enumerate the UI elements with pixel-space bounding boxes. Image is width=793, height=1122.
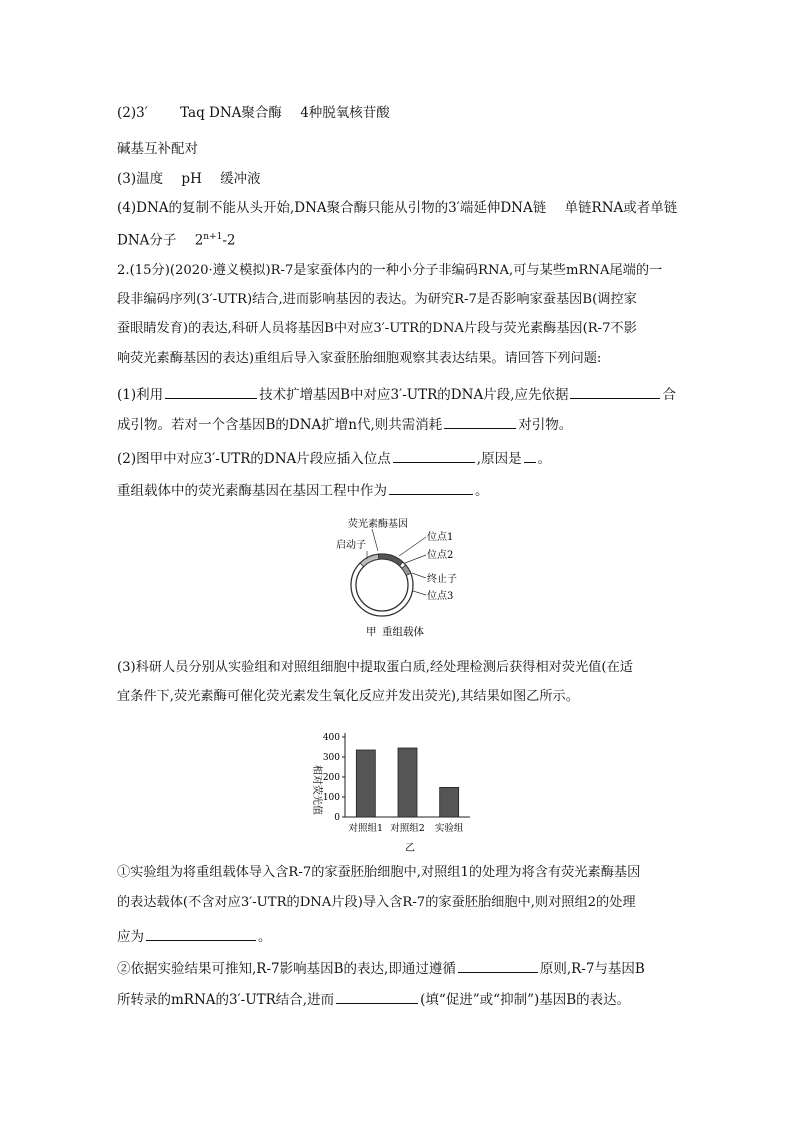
luciferase-gene-label: 荧光素酶基因 <box>348 519 408 530</box>
answer-line-2: (2)3′ Taq DNA聚合酶 4种脱氧核苷酸 <box>117 105 390 121</box>
figure-a-caption-mark: 甲 <box>366 626 377 638</box>
answer-blank[interactable] <box>336 989 418 1004</box>
answer-blank[interactable] <box>146 926 256 941</box>
site-1-label: 位点1 <box>427 532 454 543</box>
answer-blank[interactable] <box>458 958 538 973</box>
site-3-label: 位点3 <box>427 591 454 602</box>
answer-line-2-cont: 碱基互补配对 <box>117 141 198 157</box>
chart-y-tick-label: 300 <box>322 753 340 763</box>
chart-category-label: 对照组2 <box>390 823 425 834</box>
chart-y-tick-label: 100 <box>322 793 340 803</box>
figure-recombinant-vector <box>320 515 457 640</box>
part-3-line-1: (3)科研人员分别从实验组和对照组细胞中提取蛋白质,经处理检测后获得相对荧光值(在适 <box>117 660 633 675</box>
terminator-label: 终止子 <box>427 574 457 585</box>
chart-bar <box>440 787 459 817</box>
figure-relative-fluorescence-chart <box>300 725 490 855</box>
question-2-line-3: 蚕眼睛发育)的表达,科研人员将基因B中对应3′-UTR的DNA片段与荧光素酶基因(R-7不影 <box>117 321 637 336</box>
chart-y-axis-label: 相对荧光值 <box>311 765 322 815</box>
answer-line-4: (4)DNA的复制不能从头开始,DNA聚合酶只能从引物的3′端延伸DNA链 单链RNA或者单链 <box>117 200 678 216</box>
chart-y-tick-label: 200 <box>322 773 340 783</box>
answer-blank[interactable] <box>389 480 473 495</box>
site-1-leader-line <box>399 537 426 556</box>
part-3-line-2: 宜条件下,荧光素酶可催化荧光素发生氧化反应并发出荧光),其结果如图乙所示。 <box>117 689 579 704</box>
subquestion-1-line-3: 应为 。 <box>117 926 272 946</box>
answer-line-3: (3)温度 pH 缓冲液 <box>117 171 261 187</box>
part-2-line-2: 重组载体中的荧光素酶基因在基因工程中作为 。 <box>117 480 489 500</box>
promoter-label: 启动子 <box>336 540 366 551</box>
chart-bar <box>398 748 417 817</box>
chart-category-label: 对照组1 <box>348 823 384 834</box>
terminator-leader-line <box>412 573 426 578</box>
question-2-line-2: 段非编码序列(3′-UTR)结合,进而影响基因的表达。为研究R-7是否影响家蚕基因B(调控家 <box>117 292 637 307</box>
site-2-leader-line <box>405 555 426 563</box>
chart-y-tick-label: 400 <box>322 733 340 743</box>
answer-blank[interactable] <box>165 384 257 399</box>
site-3-leader-line <box>413 591 426 595</box>
subquestion-1-line-2: 的表达载体(不含对应3′-UTR的DNA片段)导入含R-7的家蚕胚胎细胞中,则对照组2的处理 <box>117 895 636 910</box>
answer-blank[interactable] <box>393 448 475 463</box>
figure-a-caption: 重组载体 <box>382 626 424 638</box>
part-2-line-1: (2)图甲中对应3′-UTR的DNA片段应插入位点 ,原因是 。 <box>117 448 551 468</box>
chart-category-label: 实验组 <box>434 823 464 834</box>
question-2-line-4: 响荧光素酶基因的表达)重组后导入家蚕胚胎细胞观察其表达结果。请回答下列问题: <box>117 351 602 366</box>
subquestion-2-line-2: 所转录的mRNA的3′-UTR结合,进而 (填“促进”或“抑制”)基因B的表达。 <box>117 989 630 1009</box>
part-1-line-2: 成引物。若对一个含基因B的DNA扩增n代,则共需消耗 对引物。 <box>117 414 572 434</box>
answer-line-4-cont: DNA分子 $2^{n+1}-2$ <box>117 232 236 249</box>
site-2-label: 位点2 <box>427 550 454 561</box>
answer-blank[interactable] <box>570 384 660 399</box>
subquestion-2-line-1: ②依据实验结果可推知,R-7影响基因B的表达,即通过遵循 原则,R-7与基因B <box>117 958 645 978</box>
luciferase-leader-line <box>372 529 378 551</box>
chart-y-tick-label: 0 <box>334 813 340 823</box>
figure-b-caption: 乙 <box>405 843 415 854</box>
terminator-segment <box>402 565 411 575</box>
part-1-line-1: (1)利用 技术扩增基因B中对应3′-UTR的DNA片段,应先依据 合 <box>117 384 676 404</box>
answer-blank[interactable] <box>524 448 536 463</box>
subquestion-1-line-1: ①实验组为将重组载体导入含R-7的家蚕胚胎细胞中,对照组1的处理为将含有荧光素酶基因 <box>117 865 641 880</box>
answer-blank[interactable] <box>444 414 516 429</box>
question-2-line-1: 2.(15分)(2020·遵义模拟)R-7是家蚕体内的一种小分子非编码RNA,可与某些mRNA尾端的一 <box>117 263 663 278</box>
chart-bar <box>356 750 375 817</box>
